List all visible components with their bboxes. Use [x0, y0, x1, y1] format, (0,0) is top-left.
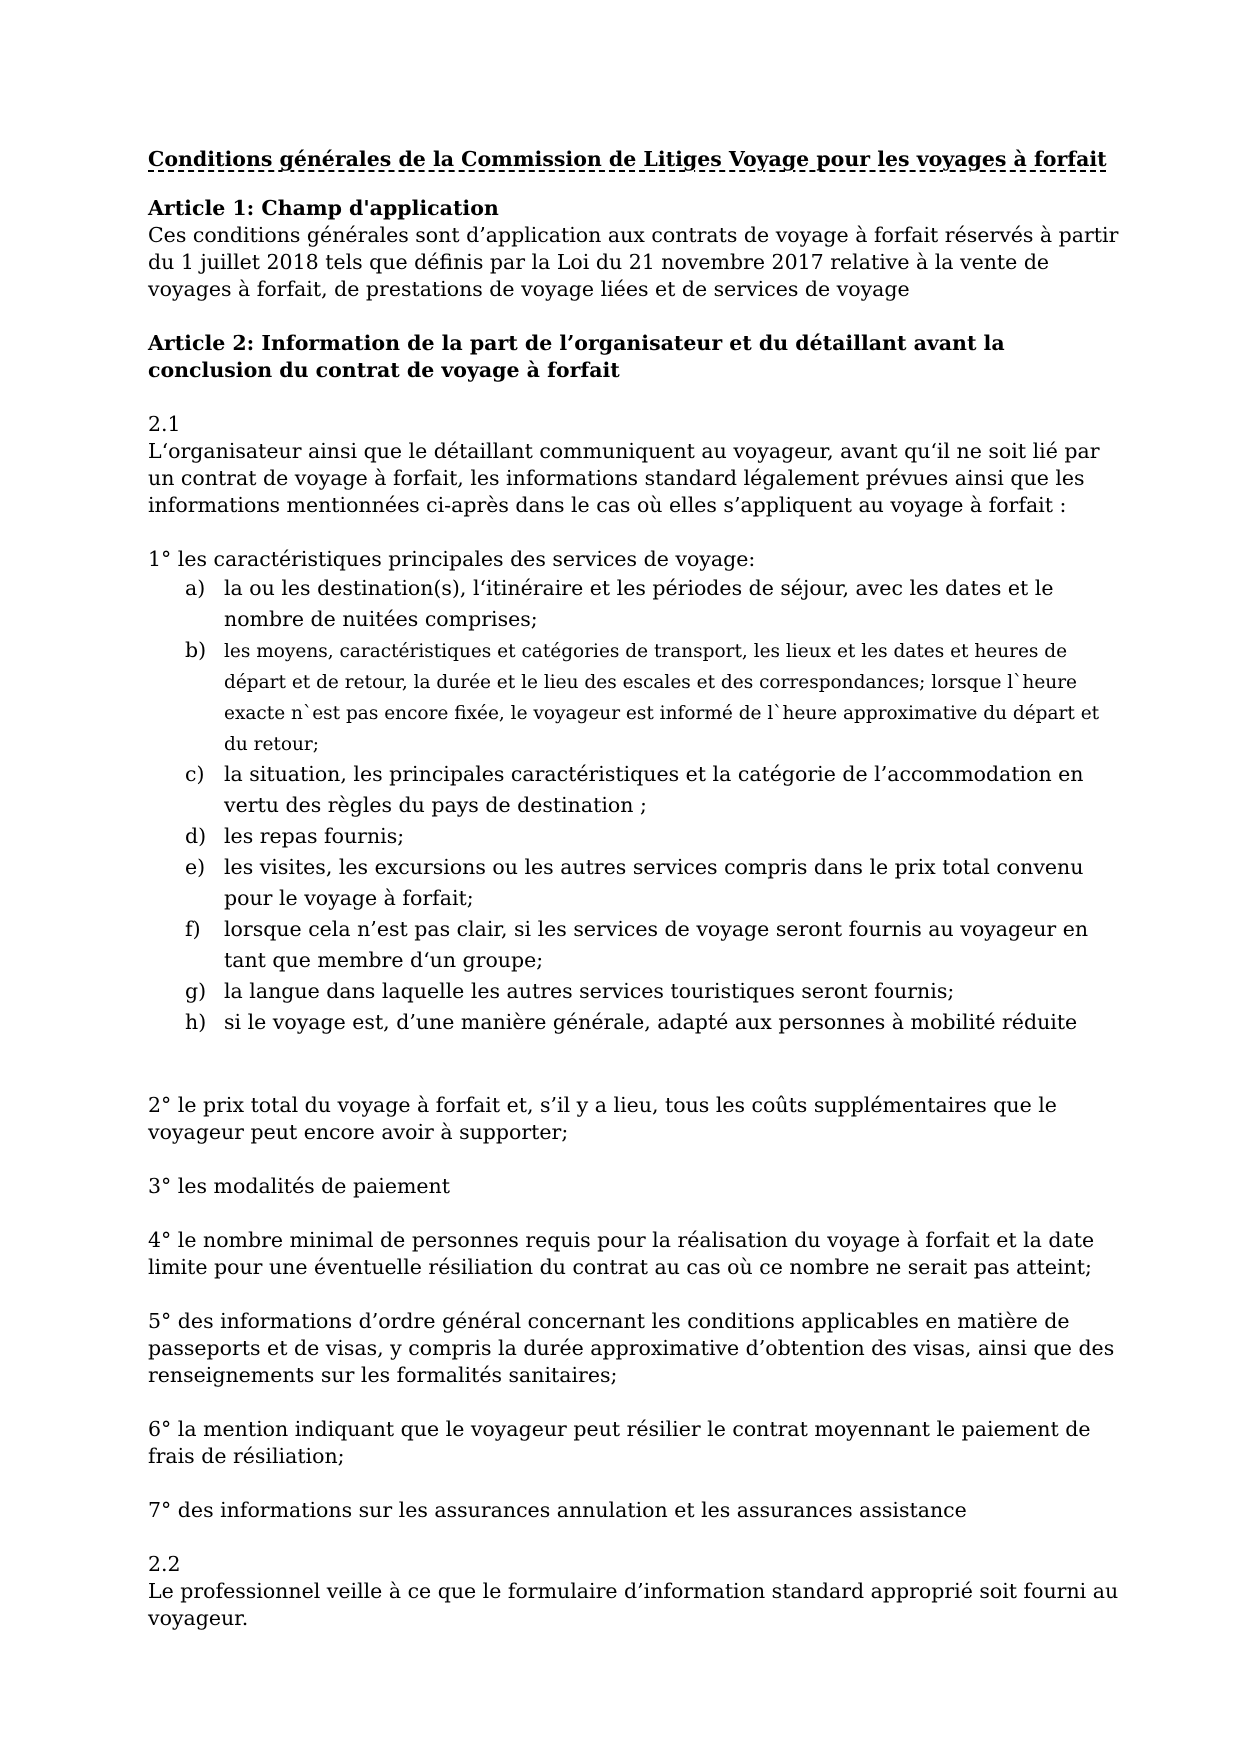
spacer [148, 1146, 1120, 1173]
list-item [148, 976, 1120, 1007]
list-item [148, 635, 1120, 759]
item-6: 6° la mention indiquant que le voyageur peut résilier le contrat moyennant le paiement de frais de résiliation; [148, 1417, 1091, 1468]
list-marker: d) [185, 824, 207, 848]
list-marker: b) [185, 638, 207, 662]
list-item [148, 821, 1120, 852]
spacer [148, 384, 1120, 411]
list-item [148, 1007, 1120, 1038]
list-item-text: les visites, les excursions ou les autres services compris dans le prix total convenu pour le voyage à forfait; [224, 855, 1084, 910]
list-item-text: les repas fournis; [224, 824, 405, 848]
list-item-text: si le voyage est, d’une manière générale, adapté aux personnes à mobilité réduite [224, 1010, 1078, 1034]
spacer [148, 519, 1120, 546]
document-title: Conditions générales de la Commission de Litiges Voyage pour les voyages à forfait [148, 147, 1107, 171]
spacer [148, 1038, 1120, 1092]
list-marker: a) [185, 576, 206, 600]
spacer [148, 303, 1120, 330]
list-marker: g) [185, 979, 207, 1003]
section-2-1-body: L‘organisateur ainsi que le détaillant communiquent au voyageur, avant qu‘il ne soit lié par un contrat de voyage à forfait, les informations standard légalement prévues ainsi que les informations mentionnées ci-après dans le cas où elles s’appliquent au voyage à forfait : [148, 439, 1100, 517]
list-item-text: la ou les destination(s), l‘itinéraire et les périodes de séjour, avec les dates et le nombre de nuitées comprises; [224, 576, 1054, 631]
article-1-heading: Article 1: Champ d'application [148, 196, 499, 220]
list-marker: f) [185, 917, 201, 941]
section-2-2-body: Le professionnel veille à ce que le formulaire d’information standard approprié soit fourni au voyageur. [148, 1579, 1119, 1630]
spacer [148, 1200, 1120, 1227]
item-1-intro: 1° les caractéristiques principales des services de voyage: [148, 547, 756, 571]
list-item [148, 759, 1120, 821]
spacer [148, 1389, 1120, 1416]
list-item-text: les moyens, caractéristiques et catégories de transport, les lieux et les dates et heures de départ et de retour, la durée et le lieu des escales et des correspondances; lorsque l`heure exacte n`est pas encore fixée, le voyageur est informé de l`heure approximative du départ et du retour; [224, 641, 1100, 755]
spacer [148, 1470, 1120, 1497]
list-item [148, 573, 1120, 635]
section-2-2-number: 2.2 [148, 1552, 181, 1576]
item-7: 7° des informations sur les assurances annulation et les assurances assistance [148, 1498, 967, 1522]
characteristics-list [148, 573, 1120, 1038]
list-marker: e) [185, 855, 206, 879]
list-marker: h) [185, 1010, 207, 1034]
list-item-text: la langue dans laquelle les autres services touristiques seront fournis; [224, 979, 955, 1003]
spacer [148, 1524, 1120, 1551]
section-2-1-number: 2.1 [148, 412, 181, 436]
list-marker: c) [185, 762, 205, 786]
item-5: 5° des informations d’ordre général concernant les conditions applicables en matière de passeports et de visas, y compris la durée approximative d’obtention des visas, ainsi que des renseignements sur les formalités sanitaires; [148, 1309, 1115, 1387]
list-item [148, 852, 1120, 914]
article-1-body: Ces conditions générales sont d’application aux contrats de voyage à forfait réservés à partir du 1 juillet 2018 tels que définis par la Loi du 21 novembre 2017 relative à la vente de voyages à forfait, de prestations de voyage liées et de services de voyage [148, 223, 1119, 301]
spacer [148, 1281, 1120, 1308]
item-4: 4° le nombre minimal de personnes requis pour la réalisation du voyage à forfait et la date limite pour une éventuelle résiliation du contrat au cas où ce nombre ne serait pas atteint; [148, 1228, 1095, 1279]
list-item-text: lorsque cela n’est pas clair, si les services de voyage seront fournis au voyageur en tant que membre d‘un groupe; [224, 917, 1089, 972]
list-item [148, 914, 1120, 976]
item-2: 2° le prix total du voyage à forfait et, s’il y a lieu, tous les coûts supplémentaires que le voyageur peut encore avoir à supporter; [148, 1093, 1057, 1144]
item-3: 3° les modalités de paiement [148, 1174, 450, 1198]
list-item-text: la situation, les principales caractéristiques et la catégorie de l’accommodation en vertu des règles du pays de destination ; [224, 762, 1084, 817]
article-2-heading: Article 2: Information de la part de l’organisateur et du détaillant avant la conclusion du contrat de voyage à forfait [148, 331, 1005, 382]
